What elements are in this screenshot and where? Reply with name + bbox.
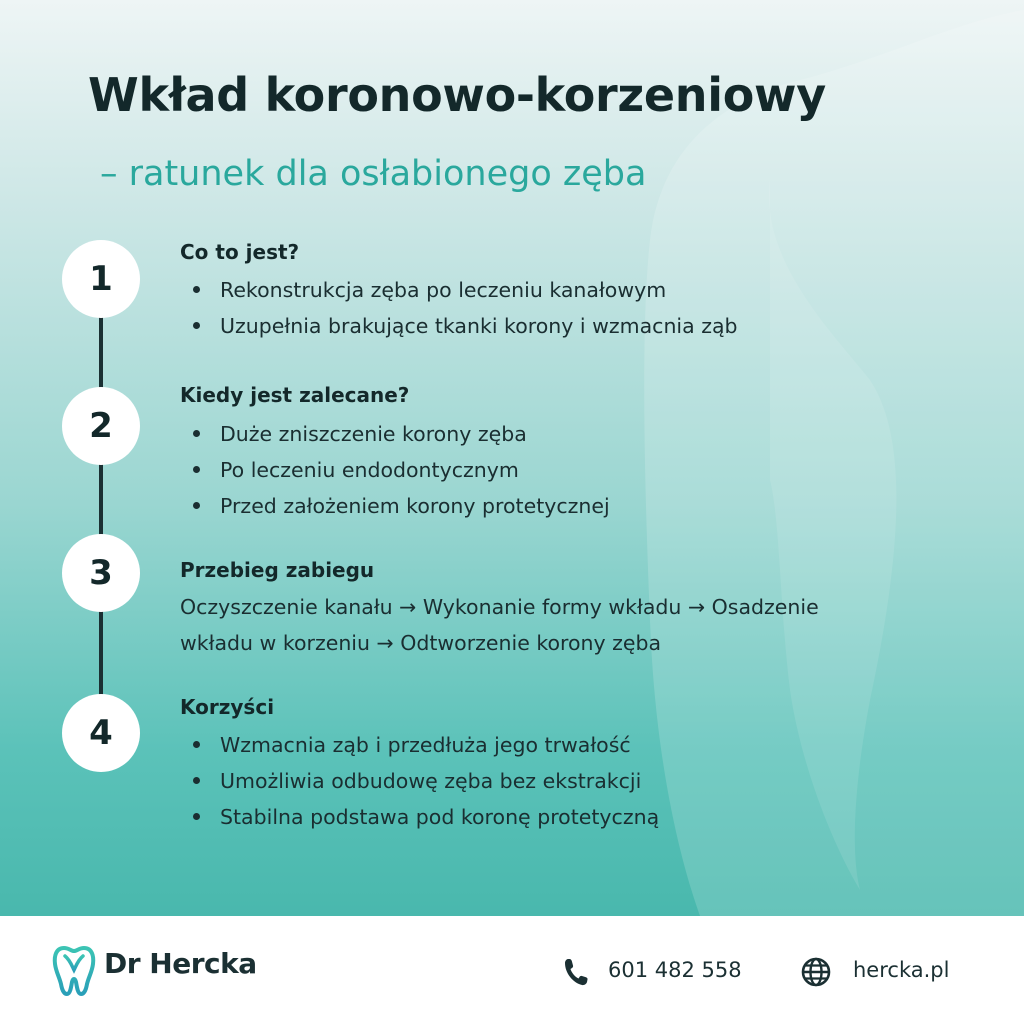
section-list-1 xyxy=(193,272,738,344)
bullet-dot-icon xyxy=(193,322,200,329)
list-item: Przed założeniem korony protetycznej xyxy=(193,488,610,524)
bullet-dot-icon xyxy=(193,466,200,473)
page-title: Wkład koronowo-korzeniowy xyxy=(88,68,826,122)
section-heading-2: Kiedy jest zalecane? xyxy=(180,383,410,407)
section-heading-3: Przebieg zabiegu xyxy=(180,558,375,582)
section-list-4 xyxy=(193,727,659,835)
list-item: Po leczeniu endodontycznym xyxy=(193,452,610,488)
list-item: Rekonstrukcja zęba po leczeniu kanałowym xyxy=(193,272,738,308)
process-description xyxy=(180,589,970,661)
step-number-2: 2 xyxy=(62,387,140,465)
website-link[interactable]: hercka.pl xyxy=(853,958,950,982)
list-item: Stabilna podstawa pod koronę protetyczną xyxy=(193,799,659,835)
globe-icon xyxy=(801,957,831,987)
step-number-1: 1 xyxy=(62,240,140,318)
phone-number[interactable]: 601 482 558 xyxy=(608,958,742,982)
section-list-2 xyxy=(193,416,610,524)
section-heading-4: Korzyści xyxy=(180,695,275,719)
list-item: Duże zniszczenie korony zęba xyxy=(193,416,610,452)
step-number-3: 3 xyxy=(62,534,140,612)
list-item: Uzupełnia brakujące tkanki korony i wzmacnia ząb xyxy=(193,308,738,344)
bullet-dot-icon xyxy=(193,777,200,784)
step-number-4: 4 xyxy=(62,694,140,772)
page-subtitle: – ratunek dla osłabionego zęba xyxy=(100,154,647,194)
process-line: Oczyszczenie kanału → Wykonanie formy wkładu → Osadzenie xyxy=(180,595,819,619)
bullet-dot-icon xyxy=(193,430,200,437)
bullet-dot-icon xyxy=(193,741,200,748)
bullet-dot-icon xyxy=(193,813,200,820)
list-item: Umożliwia odbudowę zęba bez ekstrakcji xyxy=(193,763,659,799)
tooth-logo-icon xyxy=(52,944,96,996)
phone-icon xyxy=(563,957,589,987)
list-item: Wzmacnia ząb i przedłuża jego trwałość xyxy=(193,727,659,763)
process-line: wkładu w korzeniu → Odtworzenie korony zęba xyxy=(180,631,662,655)
bullet-dot-icon xyxy=(193,502,200,509)
timeline-line xyxy=(99,300,103,740)
brand-name: Dr Hercka xyxy=(104,947,257,980)
bullet-dot-icon xyxy=(193,286,200,293)
section-heading-1: Co to jest? xyxy=(180,240,300,264)
